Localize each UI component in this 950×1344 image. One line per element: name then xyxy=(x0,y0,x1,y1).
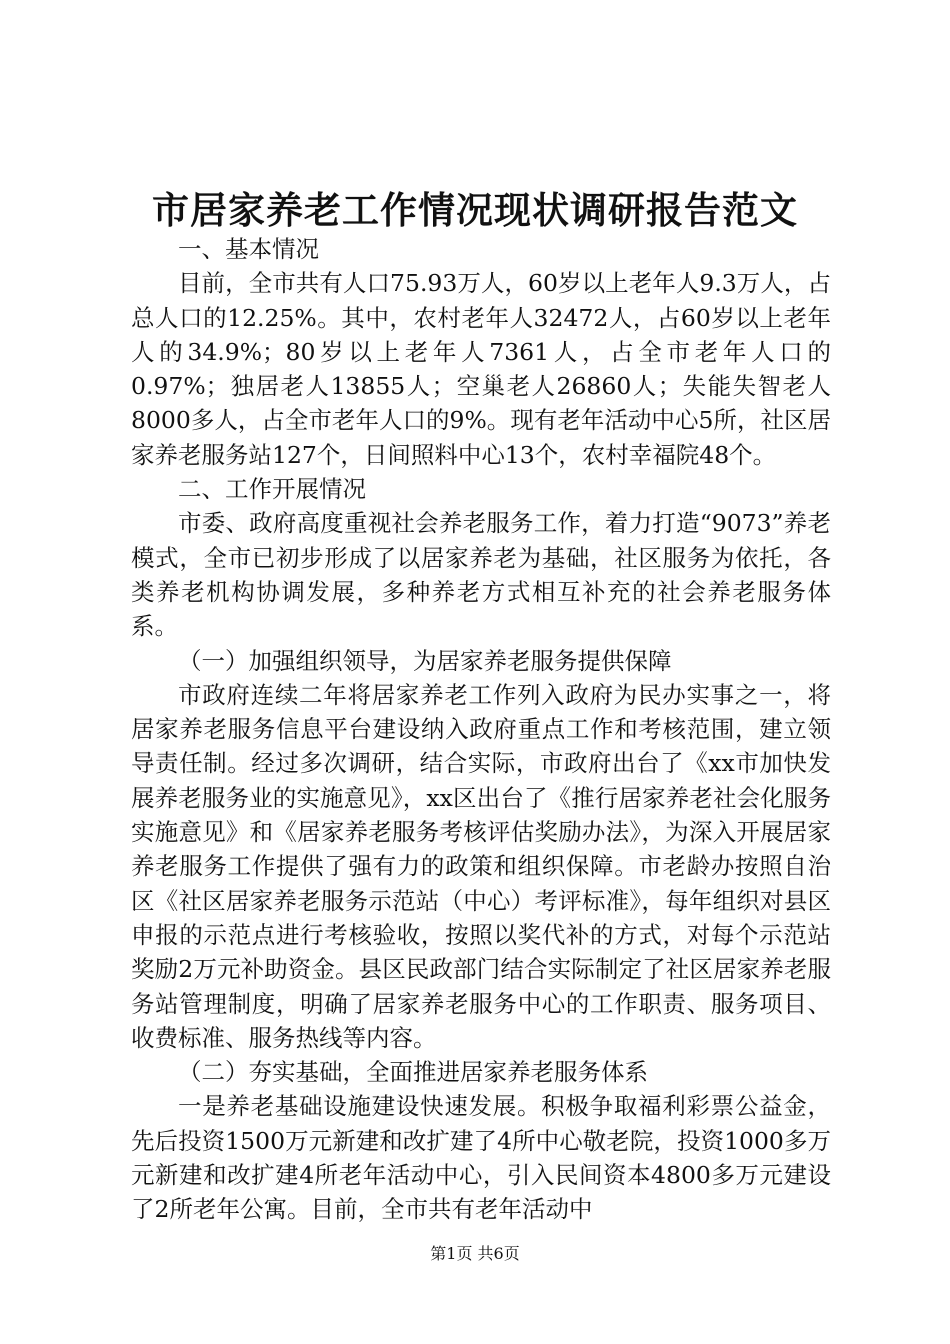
document-title: 市居家养老工作情况现状调研报告范文 xyxy=(152,188,798,232)
paragraph-basic-info: 目前，全市共有人口75.93万人，60岁以上老年人9.3万人，占总人口的12.25%。其中，农村老年人32472人，占60岁以上老年人的34.9%；80岁以上老年人7361人，占全市老年人口的0.97%；独居老人13855人；空巢老人26860人；失能失智老人8000多人，占全市老年人口的9%。现有老年活动中心5所，社区居家养老服务站127个，日间照料中心13个，农村幸福院48个。 xyxy=(131,269,831,469)
subsection-heading-foundation: （二）夯实基础，全面推进居家养老服务体系 xyxy=(178,1058,648,1087)
paragraph-work-overview: 市委、政府高度重视社会养老服务工作，着力打造“9073”养老模式，全市已初步形成了以居家养老为基础，社区服务为依托，各类养老机构协调发展，多种养老方式相互补充的社会养老服务体系。 xyxy=(131,509,831,641)
section-heading-basic: 一、基本情况 xyxy=(178,235,319,263)
paragraph-leadership: 市政府连续二年将居家养老工作列入政府为民办实事之一，将居家养老服务信息平台建设纳入政府重点工作和考核范围，建立领导责任制。经过多次调研，结合实际，市政府出台了《xx市加快发展养老服务业的实施意见》，xx区出台了《推行居家养老社会化服务实施意见》和《居家养老服务考核评估奖励办法》，为深入开展居家养老服务工作提供了强有力的政策和组织保障。市老龄办按照自治区《社区居家养老服务示范站（中心）考评标准》，每年组织对县区申报的示范点进行考核验收，按照以奖代补的方式，对每个示范站奖励2万元补助资金。县区民政部门结合实际制定了社区居家养老服务站管理制度，明确了居家养老服务中心的工作职责、服务项目、收费标准、服务热线等内容。 xyxy=(131,680,831,1052)
section-heading-work: 二、工作开展情况 xyxy=(178,475,366,504)
paragraph-foundation: 一是养老基础设施建设快速发展。积极争取福利彩票公益金，先后投资1500万元新建和改扩建了4所中心敬老院，投资1000多万元新建和改扩建4所老年活动中心，引入民间资本4800多万元建设了2所老年公寓。目前，全市共有老年活动中 xyxy=(131,1092,831,1224)
page-footer: 第1页 共6页 xyxy=(430,1244,520,1263)
document-body xyxy=(131,232,831,1227)
subsection-heading-leadership: （一）加强组织领导，为居家养老服务提供保障 xyxy=(178,646,672,675)
